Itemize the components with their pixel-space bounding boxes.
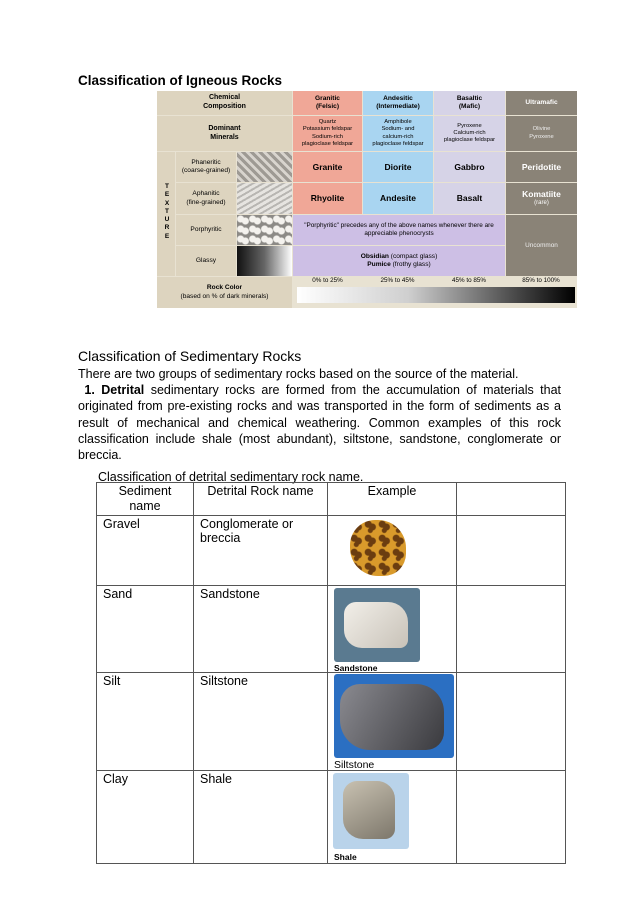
example-cell: [328, 516, 457, 586]
sandstone-label: Sandstone: [334, 663, 378, 673]
komatiite-cell: [506, 183, 577, 214]
pct-45-85: 45% to 85%: [452, 277, 486, 284]
rock-cell: Shale: [194, 771, 328, 864]
table-row: [97, 673, 566, 771]
sediment-cell: Silt: [97, 673, 194, 771]
sediment-cell: Sand: [97, 586, 194, 673]
detrital-term: Detrital: [101, 383, 145, 397]
obsidian-pumice-cell: [293, 246, 505, 276]
texture-vertical-label: [163, 183, 171, 241]
pumice-note: (frothy glass): [392, 261, 431, 268]
detrital-paragraph: [78, 382, 561, 463]
table-row: [97, 771, 566, 864]
komatiite-note: (rare): [534, 200, 549, 207]
intro-paragraph: There are two groups of sedimentary rocks based on the source of the material.: [78, 367, 519, 381]
porphyritic-texture-image: [237, 215, 292, 245]
shale-image: [333, 773, 409, 849]
uncommon-cell: Uncommon: [506, 215, 577, 276]
example-cell: [328, 673, 457, 771]
sandstone-image: [334, 588, 420, 662]
sediment-cell: Gravel: [97, 516, 194, 586]
glassy-label: Glassy: [176, 246, 236, 276]
table-caption: Classification of detrital sedimentary rock name.: [98, 470, 364, 484]
rhyolite-cell: Rhyolite: [293, 183, 362, 214]
phaneritic-texture-image: [237, 152, 292, 182]
peridotite-cell: Peridotite: [506, 152, 577, 182]
basaltic-header: Basaltic (Mafic): [434, 91, 505, 115]
granitic-minerals: Quartz Potassium feldspar Sodium-rich plagioclase feldspar: [293, 116, 362, 151]
table-row: [97, 586, 566, 673]
texture-letter: U: [164, 216, 170, 224]
rock-cell: Conglomerate or breccia: [194, 516, 328, 586]
andesitic-header: Andesitic (Intermediate): [363, 91, 433, 115]
diorite-cell: Diorite: [363, 152, 433, 182]
igneous-classification-figure: [157, 91, 577, 308]
blank-cell: [457, 516, 566, 586]
aphanitic-label: Aphanitic (fine-grained): [176, 183, 236, 214]
komatiite-name: Komatiite: [522, 189, 561, 200]
dominant-minerals-label: Dominant Minerals: [157, 116, 292, 151]
gabbro-cell: Gabbro: [434, 152, 505, 182]
header-sediment-name: Sediment name: [97, 483, 194, 516]
table-header-row: [97, 483, 566, 516]
list-number: 1.: [84, 383, 95, 397]
rock-color-scale: [293, 277, 577, 308]
blank-cell: [457, 673, 566, 771]
texture-letter: R: [164, 224, 170, 232]
table-row: [97, 516, 566, 586]
granite-cell: Granite: [293, 152, 362, 182]
andesitic-minerals: Amphibole Sodium- and calcium-rich plagioclase feldspar: [363, 116, 433, 151]
pct-0-25: 0% to 25%: [312, 277, 343, 284]
siltstone-image: [334, 674, 454, 758]
example-cell: [328, 586, 457, 673]
rock-color-subtitle: (based on % of dark minerals): [180, 292, 269, 300]
siltstone-label: Siltstone: [334, 759, 375, 771]
blank-cell: [457, 586, 566, 673]
pumice-name: Pumice: [367, 261, 391, 268]
obsidian-name: Obsidian: [360, 252, 389, 260]
ultramafic-header: Ultramafic: [506, 91, 577, 115]
ultramafic-minerals: Olivine Pyroxene: [506, 116, 577, 151]
phaneritic-label: Phaneritic (coarse-grained): [176, 152, 236, 182]
pct-85-100: 85% to 100%: [522, 277, 560, 284]
detrital-description: sedimentary rocks are formed from the accumulation of materials that originated from pre-existing rocks and was transported in the form of sediments as a result of mechanical and chemical weathering. Common examples of this rock classification include shale (most abundant), siltstone, sandstone, conglomerate or breccia.: [78, 383, 562, 463]
header-blank: [457, 483, 566, 516]
sediment-cell: Clay: [97, 771, 194, 864]
header-detrital-rock-name: Detrital Rock name: [194, 483, 328, 516]
conglomerate-image: [350, 520, 406, 576]
andesite-cell: Andesite: [363, 183, 433, 214]
texture-letter: T: [165, 183, 169, 190]
igneous-title: Classification of Igneous Rocks: [78, 73, 283, 88]
rock-color-title: Rock Color: [206, 284, 243, 292]
texture-letter: X: [164, 199, 170, 207]
blank-cell: [457, 771, 566, 864]
example-cell: [328, 771, 457, 864]
rock-cell: Sandstone: [194, 586, 328, 673]
obsidian-note: (compact glass): [390, 252, 438, 260]
detrital-rock-table: [96, 482, 566, 864]
texture-letter: E: [164, 232, 170, 240]
rock-color-label: [157, 277, 292, 308]
basaltic-minerals: Pyroxene Calcium-rich plagioclase feldspar: [434, 116, 505, 151]
texture-letter: E: [164, 191, 170, 199]
granitic-header: Granitic (Felsic): [293, 91, 362, 115]
porphyritic-note: "Porphyritic" precedes any of the above names whenever there are appreciable phenocrysts: [293, 215, 505, 245]
chemical-composition-label: Chemical Composition: [157, 91, 292, 115]
color-gradient-bar: [297, 287, 575, 303]
rock-cell: Siltstone: [194, 673, 328, 771]
aphanitic-texture-image: [237, 183, 292, 214]
porphyritic-label: Porphyritic: [176, 215, 236, 245]
texture-letter: T: [165, 207, 169, 215]
sedimentary-title: Classification of Sedimentary Rocks: [78, 348, 302, 364]
header-example: Example: [328, 483, 457, 516]
basalt-cell: Basalt: [434, 183, 505, 214]
pct-25-45: 25% to 45%: [380, 277, 415, 284]
shale-label: Shale: [334, 852, 357, 862]
glassy-texture-image: [237, 246, 292, 276]
